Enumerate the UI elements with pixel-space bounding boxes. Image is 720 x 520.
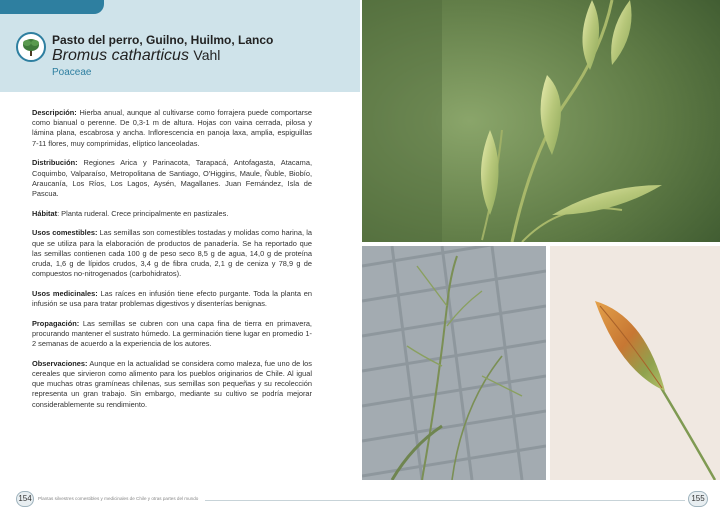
- photo-spikelets-closeup: [362, 0, 720, 242]
- section-distribution: [32, 158, 312, 199]
- section-text: Hierba anual, aunque al cultivarse como forrajera puede comportarse como bianual o perenne. De 0,3-1 m de altura. Hojas con vaina cerrada, pilosa y lámina plana, escabrosa y ancha. Inflorescencia en panoja laxa, amplia, espiguillas 7-11 flores, muy comprimidas, elíptico lanceoladas.: [32, 108, 312, 148]
- section-label: Propagación:: [32, 318, 80, 328]
- section-text: Regiones Arica y Parinacota, Tarapacá, Antofagasta, Atacama, Coquimbo, Valparaíso, Metropolitana de Santiago, O'Higgins, Maule, Ñuble, Biobío, Araucanía, Los Ríos, Los Lagos, Aysén, Magallanes. Juan Fernández, Isla de Pascua.: [32, 158, 312, 198]
- section-text: Las semillas se cubren con una capa fina de tierra en primavera, procurando mantener el sustrato húmedo. La germinación tiene lugar en promedio 1-2 semanas de acuerdo a la experiencia de los autores.: [32, 318, 312, 349]
- section-text: : Planta ruderal. Crece principalmente en pastizales.: [57, 208, 229, 218]
- section-edible-uses: [32, 228, 312, 279]
- top-tab: [0, 0, 104, 14]
- scientific-name-author: Vahl: [193, 47, 221, 63]
- section-text: Las semillas son comestibles tostadas y molidas como harina, la que se utiliza para la elaboración de productos de panadería. Se ha reportado que las semillas contienen cada 100 g de peso seco 8,5 g de agua, 14,0 g de proteína cruda, 1,6 g de lípidos crudos, 3,4 g de fibra cruda, 2,1 g de ceniza y 78,9 g de compuestos no-nitrogenados (carbohidratos).: [32, 228, 312, 279]
- page-number-left: 154: [16, 491, 34, 507]
- footer-divider: [205, 500, 685, 501]
- section-label: Usos comestibles:: [32, 228, 98, 238]
- photo-spikelet-detail: [550, 246, 720, 480]
- family-name: Poaceae: [52, 67, 92, 78]
- photo-plant-on-pavement: [362, 246, 546, 480]
- scientific-name-binomial: Bromus catharticus: [52, 47, 189, 64]
- scientific-name: [52, 47, 220, 65]
- species-description: [32, 108, 312, 419]
- tree-icon: [16, 32, 46, 62]
- book-title: Plantas silvestres comestibles y medicinales de Chile y otras partes del mundo: [38, 496, 199, 501]
- section-observations: [32, 359, 312, 410]
- section-text: Aunque en la actualidad se considera como maleza, fue uno de los cereales que sirvieron como alimento para los pueblos originarios de Chile. Al igual que muchas otras gramíneas chilenas, sus semillas son pequeñas y su recolección representa un gran trabajo. Sin embargo, mediante su cultivo se podría mejorar considerablemente su rendimiento.: [32, 358, 312, 409]
- common-name: Pasto del perro, Guilno, Huilmo, Lanco: [52, 33, 274, 47]
- section-label: Distribución:: [32, 158, 78, 168]
- section-label: Usos medicinales:: [32, 288, 98, 298]
- section-text: Las raíces en infusión tiene efecto purgante. Toda la planta en infusión se usa para tratar problemas digestivos y disenterías benignas.: [32, 288, 312, 309]
- section-propagation: [32, 319, 312, 350]
- section-description: [32, 108, 312, 149]
- section-habitat: [32, 209, 312, 219]
- page-number-right: 155: [688, 491, 708, 507]
- section-label: Observaciones:: [32, 358, 88, 368]
- section-label: Hábitat: [32, 208, 58, 218]
- section-label: Descripción:: [32, 108, 77, 117]
- section-medicinal-uses: [32, 289, 312, 309]
